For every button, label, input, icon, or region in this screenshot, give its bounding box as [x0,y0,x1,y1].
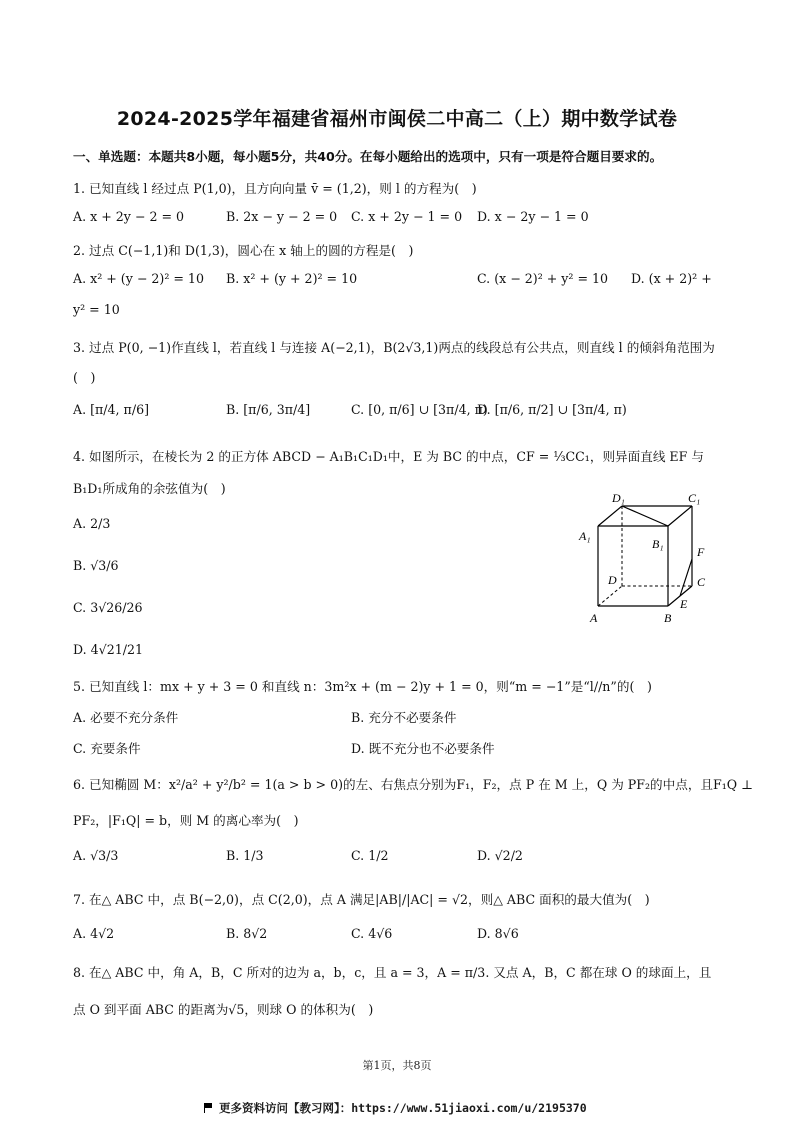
q6-option-b: B. 1/3 [226,848,264,863]
q1-option-c: C. x + 2y − 1 = 0 [351,209,463,224]
question-1-stem: 1. 已知直线 l 经过点 P(1,0)，且方向向量 v̄ = (1,2)，则 l 的方程为( ) [73,181,477,196]
question-5-stem: 5. 已知直线 l：mx + y + 3 = 0 和直线 n：3m²x + (m − 2)y + 1 = 0，则“m = −1”是“l//n”的( ) [73,679,652,694]
label-e: E [680,597,688,611]
q5-option-b: B. 充分不必要条件 [351,710,457,725]
label-a: A [590,611,598,625]
section-heading: 一、单选题：本题共8小题，每小题5分，共40分。在每小题给出的选项中，只有一项是符合题目要求的。 [73,149,663,164]
label-a1: A₁ [579,529,591,543]
page-title: 2024-2025学年福建省福州市闽侯二中高二（上）期中数学试卷 [116,108,678,130]
label-b: B [664,611,672,625]
q6-option-c: C. 1/2 [351,848,389,863]
q5-option-d: D. 既不充分也不必要条件 [351,741,495,756]
question-8-stem-cont: 点 O 到平面 ABC 的距离为√5，则球 O 的体积为( ) [73,1002,374,1017]
q6-option-a: A. √3/3 [73,848,119,863]
q7-option-b: B. 8√2 [226,926,268,941]
q2-option-a: A. x² + (y − 2)² = 10 [73,271,204,286]
q4-option-b: B. √3/6 [73,558,119,573]
q3-option-a: A. [π/4, π/6] [73,402,149,417]
q5-option-c: C. 充要条件 [73,741,141,756]
q7-option-a: A. 4√2 [73,926,115,941]
q2-option-d-continued: y² = 10 [73,302,120,317]
page-number: 第1页，共8页 [362,1059,432,1072]
label-d1: D₁ [612,491,625,505]
question-7-stem: 7. 在△ ABC 中，点 B(−2,0)，点 C(2,0)，点 A 满足|AB|/|AC| = √2，则△ ABC 面积的最大值为( ) [73,892,650,907]
q2-option-c: C. (x − 2)² + y² = 10 [477,271,609,286]
q5-option-a: A. 必要不充分条件 [73,710,179,725]
q3-option-c: C. [0, π/6] ∪ [3π/4, π) [351,402,488,417]
q3-option-d: D. [π/6, π/2] ∪ [3π/4, π) [477,402,627,417]
flag-icon [204,1103,213,1113]
cube-figure [574,486,724,626]
question-4-stem-cont: B₁D₁所成角的余弦值为( ) [73,481,226,496]
question-6-stem-cont: PF₂，|F₁Q| = b，则 M 的离心率为( ) [73,813,299,828]
label-c1: C₁ [688,491,701,505]
q1-option-d: D. x − 2y − 1 = 0 [477,209,589,224]
q4-option-a: A. 2/3 [73,516,111,531]
question-8-stem: 8. 在△ ABC 中，角 A，B，C 所对的边为 a，b，c，且 a = 3，A = π/3. 又点 A，B，C 都在球 O 的球面上，且 [73,965,712,980]
q2-option-b: B. x² + (y + 2)² = 10 [226,271,358,286]
label-c: C [697,575,706,589]
label-b1: B₁ [652,537,664,551]
label-d: D [608,573,617,587]
question-4-stem: 4. 如图所示，在棱长为 2 的正方体 ABCD − A₁B₁C₁D₁中，E 为 BC 的中点，CF = ⅓CC₁，则异面直线 EF 与 [73,449,704,464]
question-3-stem: 3. 过点 P(0, −1)作直线 l，若直线 l 与连接 A(−2,1)，B(2√3,1)两点的线段总有公共点，则直线 l 的倾斜角范围为( ) [73,340,715,385]
promo-link[interactable] [204,1100,587,1116]
question-6-stem: 6. 已知椭圆 M：x²/a² + y²/b² = 1(a > b > 0)的左、右焦点分别为F₁，F₂，点 P 在 M 上，Q 为 PF₂的中点，且F₁Q ⊥ [73,777,753,792]
q6-option-d: D. √2/2 [477,848,523,863]
q3-option-b: B. [π/6, 3π/4] [226,402,311,417]
q4-option-d: D. 4√21/21 [73,642,143,657]
q1-option-b: B. 2x − y − 2 = 0 [226,209,338,224]
question-2-stem: 2. 过点 C(−1,1)和 D(1,3)，圆心在 x 轴上的圆的方程是( ) [73,243,414,258]
q7-option-d: D. 8√6 [477,926,519,941]
label-f: F [697,545,705,559]
q2-option-d: D. (x + 2)² + [631,271,712,286]
promo-text: 更多资料访问【教习网】：https://www.51jiaoxi.com/u/2195370 [219,1101,587,1115]
q4-option-c: C. 3√26/26 [73,600,143,615]
q7-option-c: C. 4√6 [351,926,393,941]
q1-option-a: A. x + 2y − 2 = 0 [73,209,185,224]
